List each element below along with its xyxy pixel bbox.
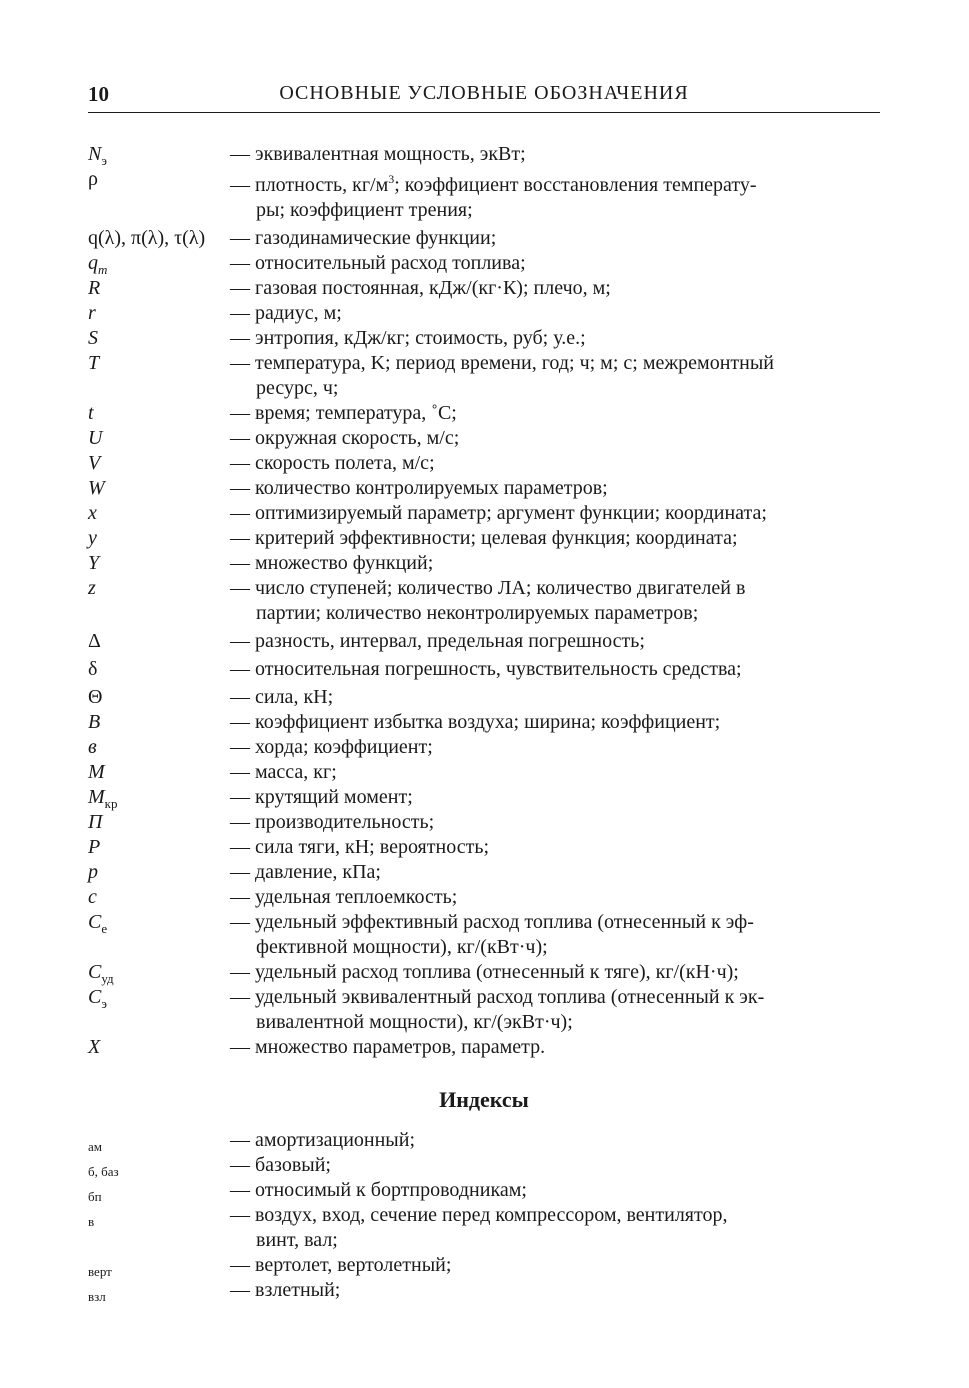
definition-line: — удельная теплоемкость;: [230, 886, 458, 908]
definition-line: — скорость полета, м/с;: [230, 452, 435, 474]
definition-line: — радиус, м;: [230, 302, 342, 324]
index-key: б, баз: [88, 1164, 119, 1179]
definition: [230, 142, 888, 167]
index-key: бп: [88, 1189, 102, 1204]
definition: [230, 276, 888, 301]
definition: [230, 576, 888, 626]
symbol-entry: [88, 576, 888, 626]
definition: [230, 885, 888, 910]
definition-line: — число ступеней; количество ЛА; количество двигателей в: [230, 577, 746, 599]
symbol: x: [88, 502, 97, 524]
definition: [230, 810, 888, 835]
symbol-entry: [88, 835, 888, 860]
definition-line: — газодинамические функции;: [230, 227, 497, 249]
page-header: [88, 82, 880, 110]
definition-line: — удельный эквивалентный расход топлива (отнесенный к эк-: [230, 986, 765, 1008]
index-entry: [88, 1178, 888, 1203]
symbol-entry: [88, 451, 888, 476]
definition-line: — количество контролируемых параметров;: [230, 477, 608, 499]
symbol-entry: [88, 226, 888, 251]
symbol-entry: [88, 426, 888, 451]
definition: [230, 251, 888, 276]
symbol-entry: [88, 501, 888, 526]
definition: [230, 426, 888, 451]
definition-line: ; коэффициент восстановления температу-: [394, 174, 757, 196]
definition-line: — относительная погрешность, чувствительность средства;: [230, 658, 742, 680]
definition: [230, 476, 888, 501]
symbol-subscript: уд: [101, 971, 114, 986]
symbol: δ: [88, 658, 98, 680]
definition-line: — вертолет, вертолетный;: [230, 1254, 452, 1276]
definition: [230, 1203, 888, 1253]
symbol: c: [88, 886, 97, 908]
symbol: t: [88, 402, 94, 424]
definition-line: — воздух, вход, сечение перед компрессором, вентилятор,: [230, 1204, 728, 1226]
symbol: $C_э$: [88, 986, 107, 1011]
definition-line: — коэффициент избытка воздуха; ширина; коэффициент;: [230, 711, 721, 733]
symbol-entry: [88, 551, 888, 576]
definition: [230, 985, 888, 1035]
symbol-entry: [88, 251, 888, 276]
definition-line: — базовый;: [230, 1154, 331, 1176]
symbol-entry: [88, 657, 888, 682]
symbol-subscript: кр: [104, 796, 118, 811]
symbol: X: [88, 1036, 101, 1058]
symbol: z: [88, 577, 96, 599]
symbol-entry: [88, 785, 888, 810]
definition: [230, 401, 888, 426]
running-title: ОСНОВНЫЕ УСЛОВНЫЕ ОБОЗНАЧЕНИЯ: [279, 82, 689, 104]
definition-line: — взлетный;: [230, 1279, 341, 1301]
definition-line: — крутящий момент;: [230, 786, 413, 808]
definition: [230, 910, 888, 960]
definition-line: — сила, кН;: [230, 686, 334, 708]
index-list: [88, 1128, 888, 1303]
definition: [230, 1278, 888, 1303]
definition-line: фективной мощности), кг/(кВт·ч);: [256, 936, 548, 958]
definition-line: — масса, кг;: [230, 761, 337, 783]
definition: [230, 710, 888, 735]
index-entry: [88, 1203, 888, 1253]
symbol-list: [88, 142, 888, 1060]
definition: [230, 551, 888, 576]
symbol: r: [88, 302, 96, 324]
index-entry: [88, 1253, 888, 1278]
definition: [230, 835, 888, 860]
symbol: y: [88, 527, 97, 549]
symbol-entry: [88, 685, 888, 710]
symbol-subscript: э: [101, 996, 107, 1011]
symbol-entry: [88, 1035, 888, 1060]
definition: [230, 1153, 888, 1178]
definition-line: — относимый к бортпроводникам;: [230, 1179, 527, 1201]
index-key: в: [88, 1214, 95, 1229]
symbol-entry: [88, 885, 888, 910]
symbol-entry: [88, 910, 888, 960]
definition: [230, 1253, 888, 1278]
definition-line: — амортизационный;: [230, 1129, 415, 1151]
symbol-entry: [88, 167, 888, 223]
symbol: Y: [88, 552, 100, 574]
definition-line: вивалентной мощности), кг/(экВт·ч);: [256, 1011, 573, 1033]
definition-line: — газовая постоянная, кДж/(кг·К); плечо, м;: [230, 277, 611, 299]
definition-line: — время; температура, ˚С;: [230, 402, 457, 424]
symbol: $M_{кр}$: [88, 786, 118, 811]
header-rule: [88, 112, 880, 113]
page-number: 10: [88, 82, 109, 106]
definition: [230, 785, 888, 810]
index-key: взл: [88, 1289, 106, 1304]
definition: [230, 501, 888, 526]
definition: [230, 301, 888, 326]
definition: [230, 526, 888, 551]
symbol: ρ: [88, 168, 98, 190]
definition-line: — эквивалентная мощность, экВт;: [230, 143, 526, 165]
definition-line: — оптимизируемый параметр; аргумент функции; координата;: [230, 502, 767, 524]
definition: [230, 657, 888, 682]
symbol: W: [88, 477, 105, 499]
symbol: B: [88, 711, 101, 733]
index-entry: [88, 1153, 888, 1178]
symbol-entry: [88, 960, 888, 985]
symbol-entry: [88, 735, 888, 760]
definition-line: партии; количество неконтролируемых параметров;: [256, 602, 699, 624]
definition: [230, 351, 888, 401]
symbol: S: [88, 327, 98, 349]
definition-line: ресурс, ч;: [256, 377, 339, 399]
index-entry: [88, 1128, 888, 1153]
symbol-subscript: e: [101, 921, 108, 936]
section-heading-indices: Индексы: [439, 1087, 529, 1112]
definition: [230, 326, 888, 351]
symbol: $C_{уд}$: [88, 961, 114, 986]
definition-line: — относительный расход топлива;: [230, 252, 526, 274]
symbol: M: [88, 761, 105, 783]
definition-line: — множество функций;: [230, 552, 434, 574]
symbol-subscript: m: [98, 262, 108, 277]
definition-line: — давление, кПа;: [230, 861, 381, 883]
definition: [230, 226, 888, 251]
symbol-entry: [88, 476, 888, 501]
definition: [230, 167, 888, 223]
definition-line: — температура, K; период времени, год; ч; м; с; межремонтный: [230, 352, 775, 374]
definition: [230, 629, 888, 654]
definition-line: — множество параметров, параметр.: [230, 1036, 546, 1058]
symbol-entry: [88, 142, 888, 167]
symbol: R: [88, 277, 101, 299]
definition: [230, 685, 888, 710]
definition-line: — сила тяги, кН; вероятность;: [230, 836, 489, 858]
symbol-entry: [88, 629, 888, 654]
definition: [230, 760, 888, 785]
symbol: Δ: [88, 630, 101, 652]
symbol: $q_m$: [88, 252, 108, 277]
symbol: T: [88, 352, 100, 374]
symbol-entry: [88, 401, 888, 426]
definition-line: — плотность, кг/м: [230, 174, 389, 196]
symbol: $C_e$: [88, 911, 108, 936]
definition-line: — удельный расход топлива (отнесенный к тяге), кг/(кН·ч);: [230, 961, 739, 983]
symbol-entry: [88, 301, 888, 326]
definition: [230, 451, 888, 476]
symbol: в: [88, 736, 97, 758]
symbol-entry: [88, 326, 888, 351]
index-entry: [88, 1278, 888, 1303]
definition-line: — удельный эффективный расход топлива (отнесенный к эф-: [230, 911, 754, 933]
symbol: P: [88, 836, 101, 858]
definition: [230, 1035, 888, 1060]
definition-line: — производительность;: [230, 811, 435, 833]
symbol-entry: [88, 276, 888, 301]
symbol-entry: [88, 810, 888, 835]
symbol-entry: [88, 860, 888, 885]
symbol: П: [88, 811, 103, 833]
definition-line: — критерий эффективности; целевая функция; координата;: [230, 527, 738, 549]
definition-line: — разность, интервал, предельная погрешность;: [230, 630, 645, 652]
symbol: $N_э$: [88, 143, 107, 168]
definition-line: — хорда; коэффициент;: [230, 736, 433, 758]
definition: [230, 735, 888, 760]
definition-line: ры; коэффициент трения;: [256, 199, 473, 221]
index-key: ам: [88, 1139, 102, 1154]
index-key: верт: [88, 1264, 112, 1279]
symbol-entry: [88, 710, 888, 735]
definition: [230, 860, 888, 885]
symbol: q(λ), π(λ), τ(λ): [88, 227, 206, 249]
superscript: 3: [388, 172, 395, 186]
definition-line: винт, вал;: [256, 1229, 338, 1251]
symbol: Θ: [88, 686, 103, 708]
symbol-entry: [88, 760, 888, 785]
symbol-entry: [88, 526, 888, 551]
symbol: p: [88, 861, 98, 883]
definition: [230, 1128, 888, 1153]
definition: [230, 1178, 888, 1203]
definition-line: — окружная скорость, м/с;: [230, 427, 460, 449]
symbol-entry: [88, 351, 888, 401]
symbol: V: [88, 452, 101, 474]
symbol-subscript: э: [101, 153, 107, 168]
definition-line: — энтропия, кДж/кг; стоимость, руб; у.е.;: [230, 327, 586, 349]
definition: [230, 960, 888, 985]
symbol-entry: [88, 985, 888, 1035]
symbol: U: [88, 427, 103, 449]
